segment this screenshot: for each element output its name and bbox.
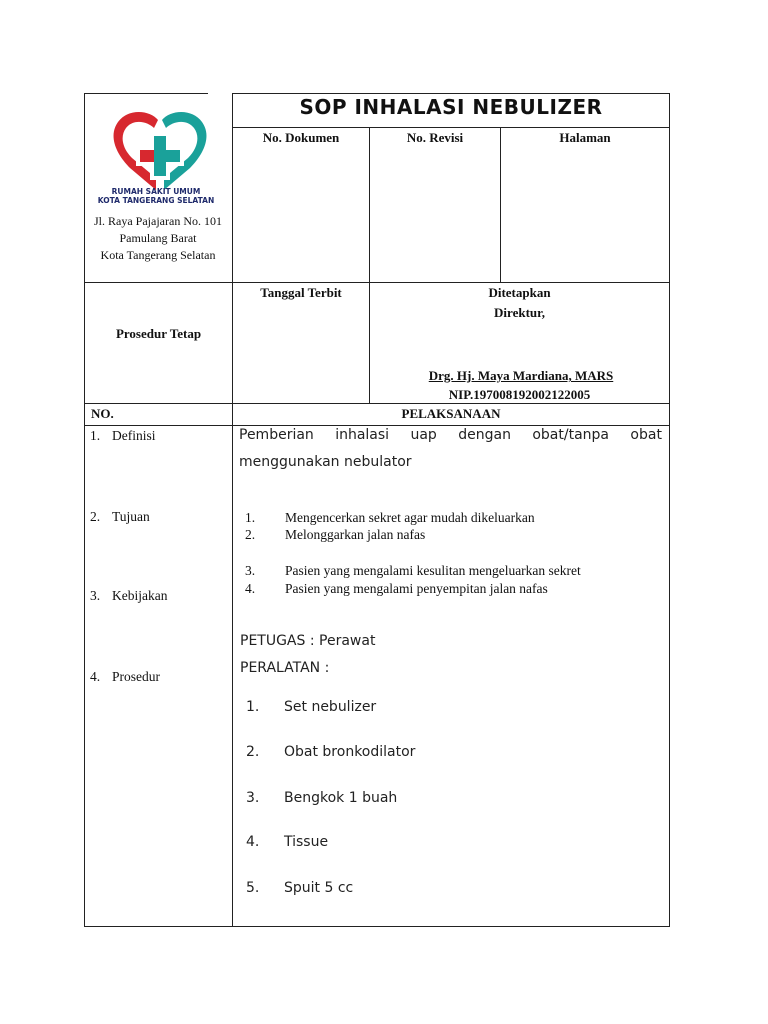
section-kebijakan — [90, 588, 167, 604]
item-text: Pasien yang mengalami penyempitan jalan nafas — [285, 581, 548, 596]
peralatan-label: PERALATAN : — [240, 660, 330, 676]
definisi-line-2: menggunakan nebulator — [239, 454, 412, 470]
section-label: Prosedur — [112, 669, 160, 684]
tanggal-terbit-label: Tanggal Terbit — [260, 285, 342, 300]
petugas-separator: : — [305, 633, 320, 649]
definisi-word: dengan — [458, 427, 511, 443]
petugas-value: Perawat — [319, 633, 376, 649]
section-label: Definisi — [112, 428, 156, 443]
petugas-label: PETUGAS — [240, 633, 306, 649]
section-number: 3. — [90, 588, 101, 603]
no-dokumen-label: No. Dokumen — [262, 130, 340, 145]
item-text: Melonggarkan jalan nafas — [285, 527, 426, 542]
tujuan-item-1 — [245, 510, 535, 526]
section-prosedur — [90, 669, 160, 685]
border-right — [669, 93, 670, 927]
item-number: 3. — [246, 790, 260, 806]
item-number: 4. — [246, 834, 260, 850]
item-text: Pasien yang mengalami kesulitan mengeluarkan sekret — [285, 563, 581, 578]
divider-title — [232, 127, 669, 128]
address-line-3: Kota Tangerang Selatan — [100, 248, 216, 262]
section-definisi — [90, 428, 156, 444]
divider-col-revisi — [369, 127, 370, 283]
director-name: Drg. Hj. Maya Mardiana, MARS — [428, 368, 614, 383]
divider-vertical-main — [232, 93, 233, 927]
section-label: Tujuan — [112, 509, 150, 524]
definisi-word: obat — [630, 427, 662, 443]
border-left — [84, 93, 85, 927]
border-top-left-stub — [84, 93, 208, 94]
item-number: 5. — [246, 880, 260, 896]
section-number: 2. — [90, 509, 101, 524]
definisi-word: Pemberian — [239, 427, 314, 443]
peralatan-item-3 — [246, 790, 397, 806]
address-line-1: Jl. Raya Pajajaran No. 101 — [94, 214, 222, 228]
petugas-line — [240, 633, 375, 649]
definisi-word: obat/tanpa — [532, 427, 610, 443]
item-text: Obat bronkodilator — [284, 744, 416, 760]
section-number: 1. — [90, 428, 101, 443]
ditetapkan-label: Ditetapkan — [488, 285, 551, 300]
item-text: Bengkok 1 buah — [284, 790, 398, 806]
item-text: Set nebulizer — [284, 699, 377, 715]
director-nip: NIP.197008192002122005 — [448, 387, 591, 402]
no-column-header: NO. — [91, 406, 114, 421]
item-number: 2. — [245, 527, 256, 542]
item-number: 1. — [246, 699, 260, 715]
prosedur-tetap-label: Prosedur Tetap — [115, 326, 202, 341]
address-line-2: Pamulang Barat — [119, 231, 197, 245]
definisi-word: inhalasi — [335, 427, 390, 443]
divider-col-halaman — [500, 127, 501, 283]
divider-row-1 — [84, 282, 670, 283]
definisi-word: uap — [410, 427, 437, 443]
peralatan-item-1 — [246, 699, 376, 715]
logo-text-line1: RUMAH SAKIT UMUM — [111, 187, 201, 196]
item-number: 2. — [246, 744, 260, 760]
peralatan-item-2 — [246, 744, 415, 760]
item-number: 1. — [245, 510, 256, 525]
no-revisi-label: No. Revisi — [406, 130, 464, 145]
page-title: SOP INHALASI NEBULIZER — [299, 95, 603, 119]
halaman-label: Halaman — [559, 130, 611, 145]
item-text: Mengencerkan sekret agar mudah dikeluarkan — [285, 510, 535, 525]
item-text: Tissue — [284, 834, 329, 850]
definisi-line-1 — [239, 427, 662, 443]
pelaksanaan-column-header: PELAKSANAAN — [401, 406, 501, 421]
kebijakan-item-1 — [245, 563, 581, 579]
section-number: 4. — [90, 669, 101, 684]
tujuan-item-2 — [245, 527, 425, 543]
item-number: 4. — [245, 581, 256, 596]
section-tujuan — [90, 509, 150, 525]
logo-text-line2: KOTA TANGERANG SELATAN — [97, 196, 215, 205]
peralatan-item-5 — [246, 880, 353, 896]
border-top — [232, 93, 669, 94]
border-bottom — [84, 926, 670, 927]
kebijakan-item-2 — [245, 581, 548, 597]
item-number: 3. — [245, 563, 256, 578]
divider-row-3 — [84, 425, 670, 426]
item-text: Spuit 5 cc — [284, 880, 354, 896]
divider-row-2 — [84, 403, 670, 404]
peralatan-item-4 — [246, 834, 328, 850]
section-label: Kebijakan — [112, 588, 168, 603]
direktur-label: Direktur, — [494, 305, 545, 320]
